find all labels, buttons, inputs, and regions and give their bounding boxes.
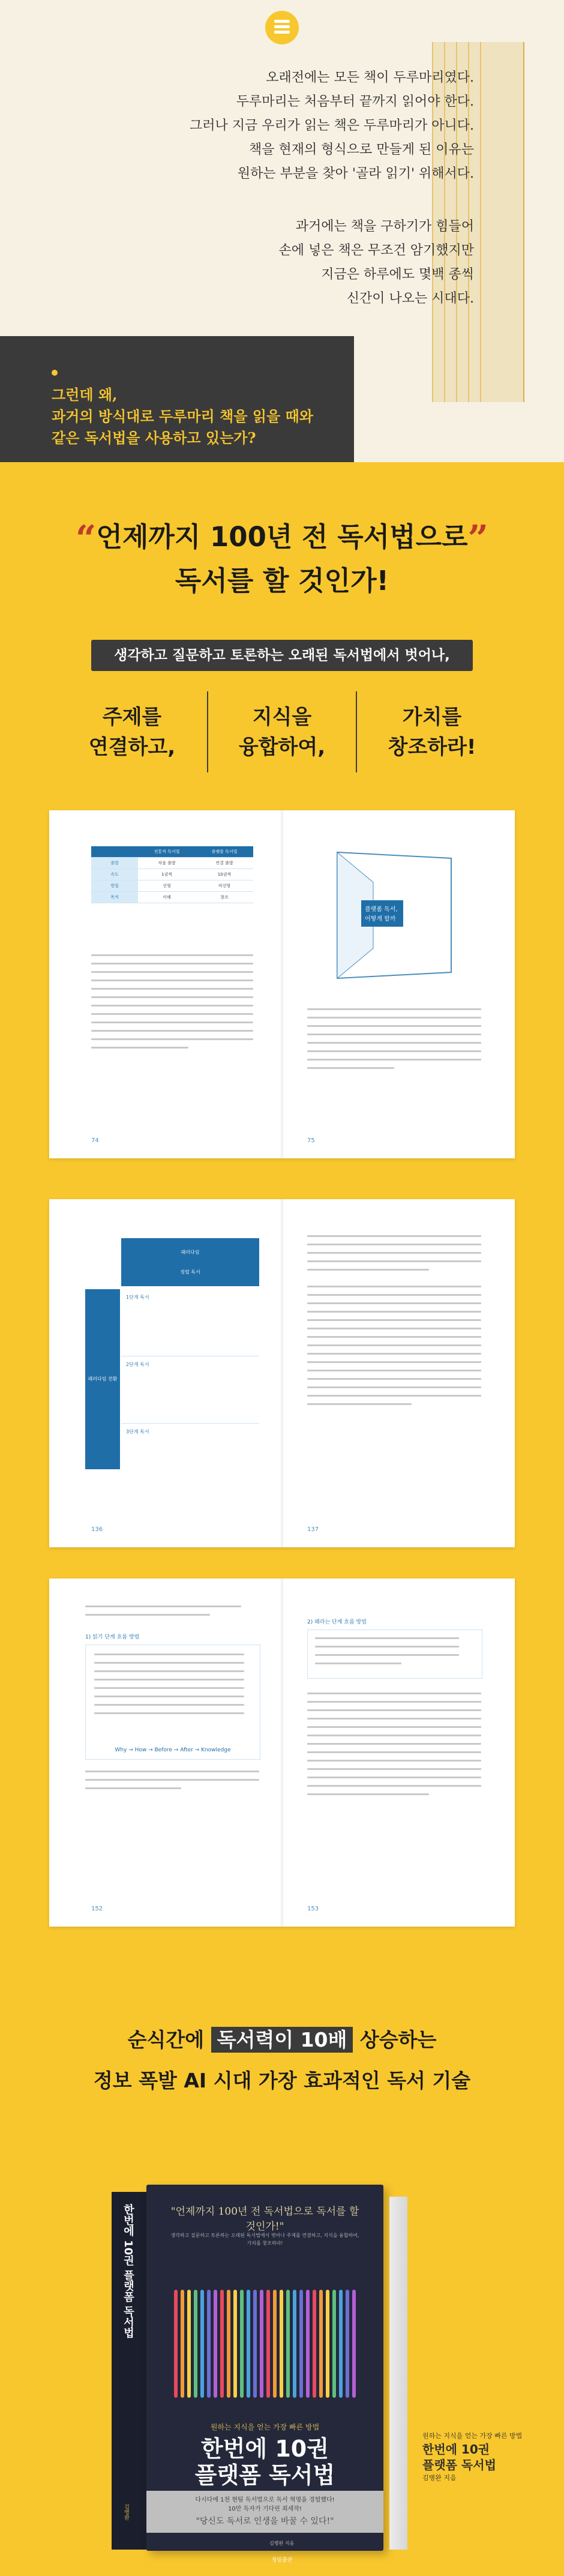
band-line: 10만 독자가 기다린 최세작! xyxy=(228,2506,302,2512)
cover-bar xyxy=(214,2290,217,2398)
cover-bar xyxy=(253,2290,257,2398)
cover-bar xyxy=(299,2290,303,2398)
intro-text xyxy=(190,66,474,311)
intro-line: 신간이 나오는 시대다. xyxy=(346,291,474,306)
pillar-line: 주제를 xyxy=(102,705,162,729)
placeholder-text xyxy=(307,1235,481,1412)
pillar-line: 융합하여, xyxy=(238,735,326,759)
cover-bar xyxy=(233,2290,237,2398)
steps-box xyxy=(85,1645,260,1760)
question-line: 과거의 방식대로 두루마리 책을 읽을 때와 xyxy=(52,408,313,425)
intro-line: 오래전에는 모든 책이 두루마리였다. xyxy=(266,70,474,85)
aside-title: 플랫폼 독서법 xyxy=(422,2458,496,2472)
cover-bar xyxy=(181,2290,184,2398)
cover-bar xyxy=(220,2290,224,2398)
placeholder-text xyxy=(91,954,253,1055)
table-row: 방법 선형 비선형 xyxy=(91,880,253,892)
pillar-create xyxy=(357,691,507,772)
question-box xyxy=(307,1630,482,1679)
promo-text: 상승하는 xyxy=(359,2028,437,2051)
intro-line: 그러나 지금 우리가 읽는 책은 두루마리가 아니다. xyxy=(190,118,474,133)
aside-author: 김병완 지음 xyxy=(422,2474,457,2482)
cover-bar xyxy=(227,2290,230,2398)
aside-tagline: 원하는 지식을 얻는 가장 빠른 방법 xyxy=(422,2432,523,2440)
section-heading: 1) 읽기 단계 흐름 방법 xyxy=(85,1634,140,1640)
bullet-dot-icon xyxy=(52,370,58,376)
cover-bar xyxy=(286,2290,290,2398)
cover-bar xyxy=(326,2290,329,2398)
cover-bar xyxy=(174,2290,178,2398)
cover-title: 한번에 10권 플랫폼 독서법 xyxy=(194,2436,335,2488)
cover-subtitle: 생각하고 질문하고 토론하는 오래된 독서법에서 벗어나 주제를 연결하고, 지식을 융합하여, 가치를 창조하라! xyxy=(170,2233,359,2246)
headline-line-1: 언제까지 100년 전 독서법으로 xyxy=(96,521,468,553)
promo-line-1 xyxy=(0,2024,564,2056)
question-text xyxy=(52,384,313,449)
intro-line: 두루마리는 처음부터 끝까지 읽어야 한다. xyxy=(236,94,474,109)
table-head: 플랫폼 독서법 xyxy=(196,846,253,858)
cover-bar xyxy=(247,2290,250,2398)
cover-tagline: 원하는 지식을 얻는 가장 빠른 방법 xyxy=(210,2423,320,2431)
table-header: 패러다임 정렬 독서 xyxy=(121,1238,259,1286)
spine-title: 한번에 10권 플랫폼 독서법 xyxy=(122,2204,134,2338)
cover-bar xyxy=(319,2290,323,2398)
pillars xyxy=(57,691,507,772)
placeholder-text xyxy=(307,1693,481,1802)
figure-title: 플랫폼 독서, xyxy=(365,906,398,913)
intro-line: 지금은 하루에도 몇백 종씩 xyxy=(321,267,474,282)
publisher-logo: 청림출판 xyxy=(271,2557,293,2563)
cover-author: 김병완 지음 xyxy=(269,2541,295,2546)
page-number: 153 xyxy=(307,1906,319,1912)
intro-line: 책을 현재의 형식으로 만들게 된 이유는 xyxy=(249,142,474,157)
cover-bar xyxy=(306,2290,310,2398)
book-spread-1 xyxy=(49,810,515,1158)
pillar-connect xyxy=(57,691,207,772)
cover-band xyxy=(146,2491,383,2533)
table-head: 전통적 독서법 xyxy=(138,846,196,858)
list-item: 3단계 독서 xyxy=(126,1429,149,1434)
cover-bar xyxy=(194,2290,197,2398)
table-row: 출발 처음 출발 연결 출발 xyxy=(91,858,253,869)
cover-bar xyxy=(346,2290,349,2398)
open-quote-icon: “ xyxy=(75,518,97,560)
stage-list xyxy=(121,1289,259,1490)
placeholder-text xyxy=(85,1605,241,1622)
question-line: 그런데 왜, xyxy=(52,386,118,403)
book-stack-icon xyxy=(265,11,299,44)
section-heading: 2) 왜라는 단계 흐름 방법 xyxy=(307,1619,367,1625)
pillar-line: 가치를 xyxy=(402,705,462,729)
cover-bar xyxy=(240,2290,244,2398)
flow-sequence: Why → How → Before → After → Knowledge xyxy=(115,1747,231,1753)
subtitle-banner: 생각하고 질문하고 토론하는 오래된 독서법에서 벗어나, xyxy=(91,640,473,671)
cover-bar xyxy=(207,2290,211,2398)
pillar-line: 지식을 xyxy=(252,705,312,729)
band-line: 다시다에 1천 현팀 독서법으로 독서 혁명을 경험했다! xyxy=(195,2497,335,2503)
headline-line-2: 독서를 할 것인가! xyxy=(175,565,389,597)
cover-bar xyxy=(200,2290,204,2398)
book-spread-3 xyxy=(49,1578,515,1927)
table-row: 목적 이해 창조 xyxy=(91,892,253,903)
figure-label-box xyxy=(361,900,403,927)
figure-subtitle: 어떻게 할까 xyxy=(365,916,396,922)
cover-quote: "언제까지 100년 전 독서법으로 독서를 할 것인가!" xyxy=(170,2206,359,2233)
band-quote: "당신도 독서로 인생을 바꿀 수 있다!" xyxy=(196,2517,334,2526)
book-spread-2 xyxy=(49,1199,515,1547)
promo-line-2: 정보 폭발 AI 시대 가장 효과적인 독서 기술 xyxy=(93,2069,471,2092)
main-headline xyxy=(0,516,564,602)
intro-line: 과거에는 책을 구하기가 힘들어 xyxy=(295,219,474,234)
aside-title: 한번에 10권 xyxy=(422,2442,490,2457)
book-cover xyxy=(146,2185,383,2551)
close-quote-icon: ” xyxy=(467,518,489,560)
page-number: 75 xyxy=(307,1137,315,1144)
cover-bar xyxy=(280,2290,283,2398)
cover-bar xyxy=(187,2290,191,2398)
page-number: 136 xyxy=(91,1526,103,1533)
question-line: 같은 독서법을 사용하고 있는가? xyxy=(52,429,256,447)
pillar-line: 연결하고, xyxy=(88,735,176,759)
promo-text: 순식간에 xyxy=(127,2028,205,2051)
book-info xyxy=(422,2431,522,2484)
pillar-line: 창조하라! xyxy=(388,735,476,759)
cover-bar xyxy=(313,2290,316,2398)
cover-bar xyxy=(352,2290,356,2398)
book-spine xyxy=(112,2192,146,2550)
placeholder-text xyxy=(307,1008,481,1076)
page-number: 74 xyxy=(91,1137,99,1144)
page-number: 152 xyxy=(91,1906,103,1912)
cover-bar xyxy=(332,2290,336,2398)
intro-line: 손에 넣은 책은 무조건 암기했지만 xyxy=(278,243,474,258)
intro-section xyxy=(0,0,564,462)
cover-bar xyxy=(273,2290,277,2398)
page-number: 137 xyxy=(307,1526,319,1533)
table-row: 속도 1권씩 10권씩 xyxy=(91,869,253,880)
intro-line: 원하는 부분을 찾아 '골라 읽기' 위해서다. xyxy=(237,166,474,181)
cover-bars-illustration xyxy=(170,2284,359,2404)
cover-bar xyxy=(293,2290,296,2398)
spine-author: 김병완 xyxy=(123,2504,129,2520)
placeholder-text xyxy=(85,1771,259,1796)
gateway-illustration xyxy=(331,846,463,984)
promo-highlight: 독서력이 10배 xyxy=(211,2027,353,2053)
cover-bar xyxy=(339,2290,343,2398)
list-item: 2단계 독서 xyxy=(121,1356,259,1424)
book-pages-edge xyxy=(389,2197,407,2550)
side-label: 패러다임 전환 xyxy=(85,1289,120,1469)
comparison-table xyxy=(91,846,253,903)
cover-bar xyxy=(260,2290,263,2398)
pillar-fuse xyxy=(207,691,357,772)
list-item: 1단계 독서 xyxy=(121,1289,259,1356)
cover-bar xyxy=(266,2290,270,2398)
